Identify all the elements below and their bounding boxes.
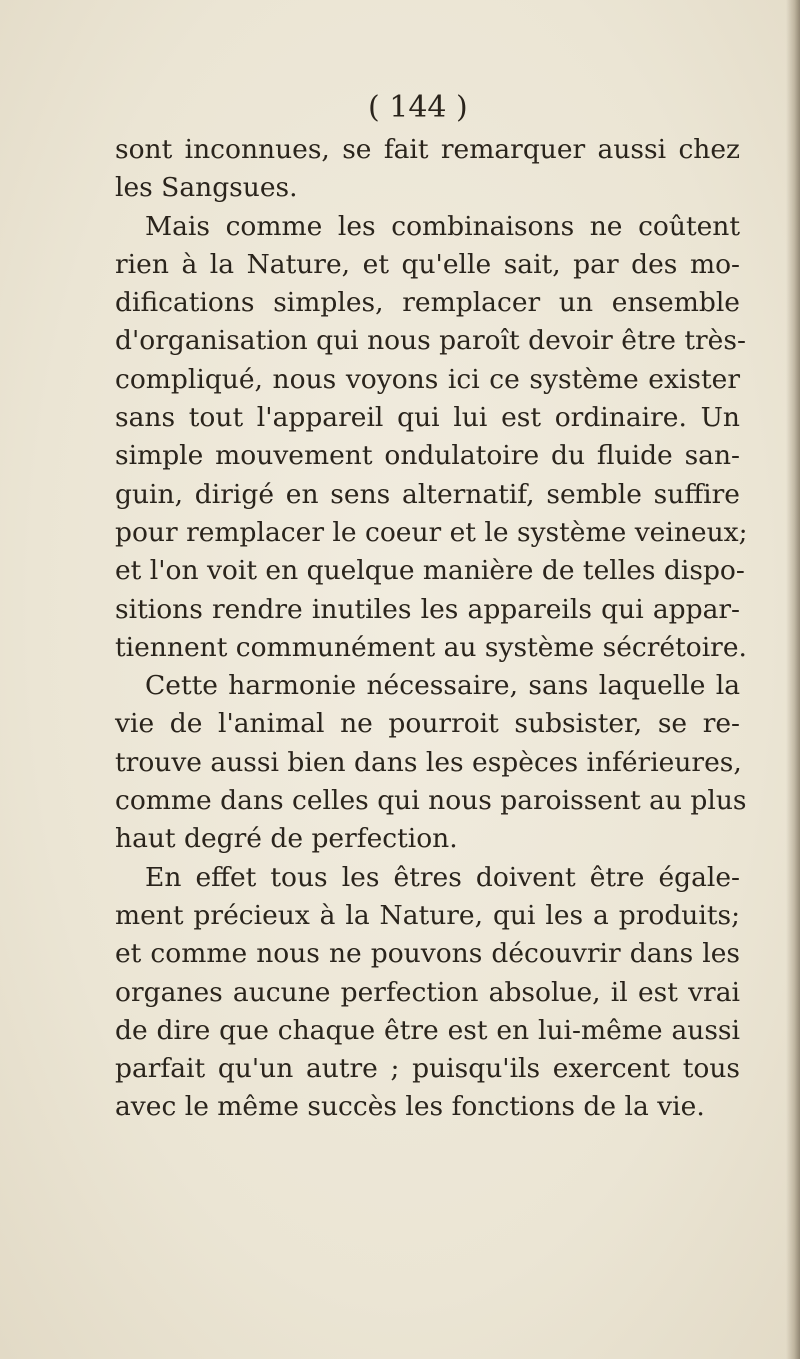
text-line: avec le même succès les fonctions de la vie. — [115, 1091, 705, 1123]
text-line: sont inconnues, se fait remarquer aussi chez — [115, 134, 740, 165]
text-line: Mais comme les combinaisons ne coûtent — [145, 210, 740, 242]
text-line: tiennent communément au système sécrétoire. — [115, 631, 747, 663]
text-line: difications simples, remplacer un ensemble — [115, 287, 740, 319]
text-line: simple mouvement ondulatoire du fluide san- — [115, 440, 740, 472]
body-text — [115, 131, 748, 1127]
text-line: et comme nous ne pouvons découvrir dans les — [115, 938, 740, 970]
text-line: ment précieux à la Nature, qui les a produits; — [115, 899, 740, 931]
text-line: de dire que chaque être est en lui-même aussi — [115, 1014, 740, 1046]
text-line: vie de l'animal ne pourroit subsister, se re- — [115, 708, 740, 740]
text-line: parfait qu'un autre ; puisqu'ils exercent tous — [115, 1053, 740, 1085]
text-line: compliqué, nous voyons ici ce système exister — [115, 363, 740, 395]
text-line: pour remplacer le coeur et le système veineux; — [115, 516, 748, 548]
text-line: et l'on voit en quelque manière de telles dispo- — [115, 555, 745, 587]
page-edge-shadow — [786, 0, 800, 1359]
text-line: rien à la Nature, et qu'elle sait, par des mo- — [115, 248, 740, 280]
text-line: organes aucune perfection absolue, il est vrai — [115, 976, 740, 1008]
page-number: ( 144 ) — [368, 90, 468, 125]
text-line: En effet tous les êtres doivent être égale- — [145, 861, 740, 893]
text-line: haut degré de perfection. — [115, 823, 458, 855]
text-line: comme dans celles qui nous paroissent au plus — [115, 785, 747, 817]
text-line: guin, dirigé en sens alternatif, semble suffire — [115, 478, 740, 510]
text-line: Cette harmonie nécessaire, sans laquelle la — [145, 670, 740, 702]
text-line: trouve aussi bien dans les espèces inférieures, — [115, 746, 742, 778]
text-line: d'organisation qui nous paroît devoir être très- — [115, 325, 746, 357]
text-line: sitions rendre inutiles les appareils qui appar- — [115, 593, 740, 625]
text-line: les Sangsues. — [115, 172, 298, 204]
text-line: sans tout l'appareil qui lui est ordinaire. Un — [115, 402, 740, 434]
